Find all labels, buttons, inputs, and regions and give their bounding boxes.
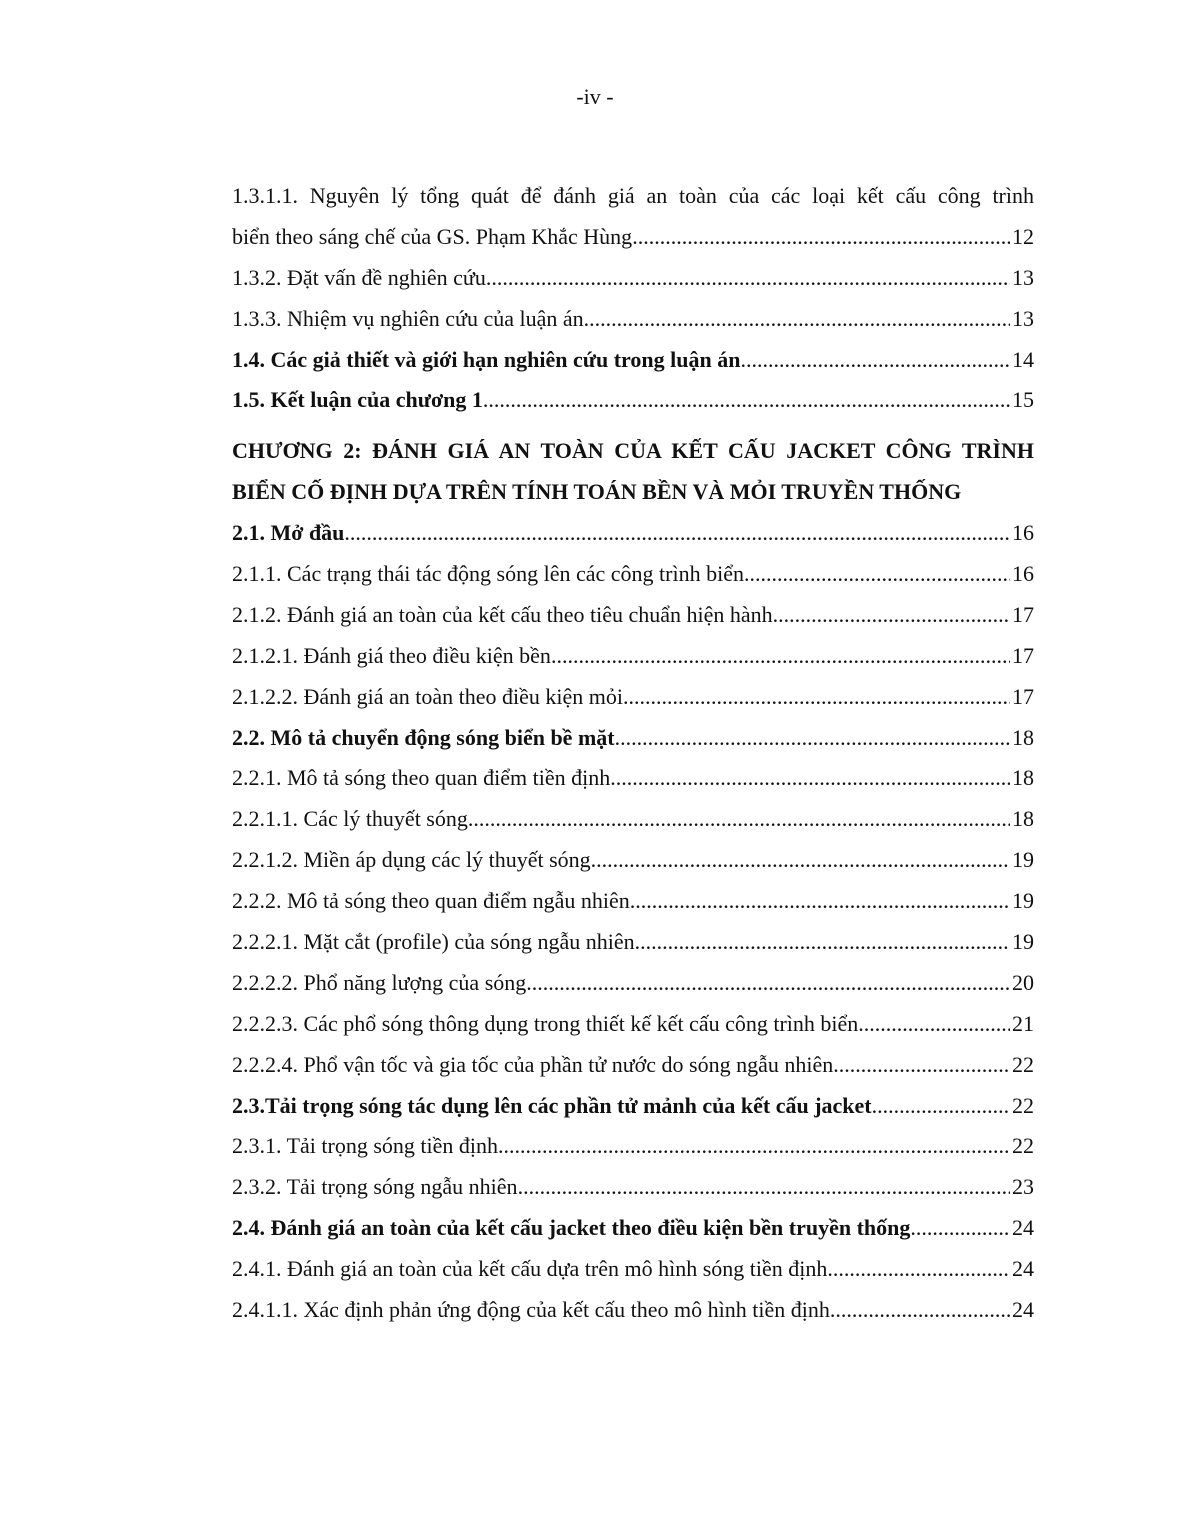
toc-entry-page: 24 (1012, 1215, 1034, 1241)
toc-entry-title: 1.4. Các giả thiết và giới hạn nghiên cứu trong luận án (232, 346, 741, 372)
dot-leader (584, 299, 1010, 340)
toc-entry[interactable] (232, 1167, 1034, 1208)
toc-entry[interactable] (232, 718, 1034, 759)
toc-entry-page: 19 (1012, 929, 1034, 955)
toc-entry-page: 14 (1012, 346, 1034, 372)
dot-leader (498, 1126, 1010, 1167)
dot-leader (858, 1004, 1010, 1045)
dot-leader (740, 340, 1010, 381)
toc-entry-page: 23 (1012, 1174, 1034, 1200)
toc-entry-page: 17 (1012, 683, 1034, 709)
dot-leader (773, 595, 1010, 636)
toc-entry-title: 2.2.2.3. Các phổ sóng thông dụng trong thiết kế kết cấu công trình biển (232, 1010, 859, 1036)
table-of-contents (232, 176, 1034, 1331)
toc-entry[interactable] (232, 380, 1034, 421)
toc-entry-title: 2.1.2.2. Đánh giá an toàn theo điều kiện mỏi (232, 683, 624, 709)
toc-entry-title: 2.3.2. Tải trọng sóng ngẫu nhiên (232, 1174, 518, 1200)
toc-entry[interactable] (232, 513, 1034, 554)
toc-entry-1-3-1-1-line1: 1.3.1.1. Nguyên lý tổng quát để đánh giá an toàn của các loại kết cấu công trình (232, 183, 1034, 208)
toc-entry-title: 2.2.1. Mô tả sóng theo quan điểm tiền định (232, 765, 611, 791)
toc-entry[interactable] (232, 595, 1034, 636)
toc-entry-page: 15 (1012, 387, 1034, 413)
dot-leader (591, 840, 1010, 881)
page-number: -iv - (576, 84, 614, 109)
dot-leader (526, 963, 1010, 1004)
toc-entry[interactable] (232, 1290, 1034, 1331)
dot-leader (615, 718, 1010, 759)
toc-entry-page: 20 (1012, 969, 1034, 995)
toc-entry-page: 16 (1012, 520, 1034, 546)
toc-entry-title: 1.3.2. Đặt vấn đề nghiên cứu (232, 264, 486, 290)
toc-entry[interactable] (232, 1086, 1034, 1127)
toc-entry-page: 17 (1012, 601, 1034, 627)
toc-entry-title: 2.1.2. Đánh giá an toàn của kết cấu theo tiêu chuẩn hiện hành (232, 601, 773, 627)
chapter-heading (232, 431, 1034, 513)
toc-entry[interactable] (232, 922, 1034, 963)
toc-entry-page: 22 (1012, 1133, 1034, 1159)
toc-entry-page: 22 (1012, 1092, 1034, 1118)
toc-entry-title: 2.1.2.1. Đánh giá theo điều kiện bền (232, 642, 551, 668)
dot-leader (518, 1167, 1010, 1208)
dot-leader (872, 1086, 1010, 1127)
toc-entry-page: 18 (1012, 724, 1034, 750)
dot-leader (630, 881, 1010, 922)
toc-list-chapter-1 (232, 258, 1034, 422)
dot-leader (635, 922, 1010, 963)
toc-entry-page: 24 (1012, 1256, 1034, 1282)
toc-entry-title: 2.3.1. Tải trọng sóng tiền định (232, 1133, 499, 1159)
dot-leader (833, 1045, 1010, 1086)
toc-entry-title: 2.2.1.2. Miền áp dụng các lý thuyết sóng (232, 847, 591, 873)
toc-entry-page: 13 (1012, 264, 1034, 290)
toc-entry-page: 13 (1012, 305, 1034, 331)
toc-entry[interactable] (232, 340, 1034, 381)
toc-entry-title: 2.4. Đánh giá an toàn của kết cấu jacket theo điều kiện bền truyền thống (232, 1215, 911, 1241)
toc-entry[interactable] (232, 1249, 1034, 1290)
dot-leader (483, 380, 1010, 421)
toc-entry-page: 18 (1012, 806, 1034, 832)
toc-entry[interactable] (232, 677, 1034, 718)
toc-entry-title: 2.2.1.1. Các lý thuyết sóng (232, 806, 468, 832)
toc-entry-title: 2.2.2.1. Mặt cắt (profile) của sóng ngẫu nhiên (232, 929, 635, 955)
toc-entry-title: 2.2.2. Mô tả sóng theo quan điểm ngẫu nhiên (232, 888, 630, 914)
toc-entry-title: 2.4.1. Đánh giá an toàn của kết cấu dựa trên mô hình sóng tiền định (232, 1256, 828, 1282)
toc-entry-title: 1.5. Kết luận của chương 1 (232, 387, 483, 413)
toc-entry[interactable] (232, 258, 1034, 299)
toc-entry-page: 12 (1012, 223, 1034, 249)
toc-entry[interactable] (232, 1045, 1034, 1086)
toc-entry[interactable] (232, 881, 1034, 922)
chapter-heading-line2: BIỂN CỐ ĐỊNH DỰA TRÊN TÍNH TOÁN BỀN VÀ MỎI TRUYỀN THỐNG (232, 479, 962, 505)
toc-entry[interactable] (232, 963, 1034, 1004)
toc-entry-title: 2.2.2.2. Phổ năng lượng của sóng (232, 969, 527, 995)
dot-leader (551, 636, 1010, 677)
toc-entry-page: 21 (1012, 1010, 1034, 1036)
dot-leader (623, 677, 1010, 718)
toc-entry[interactable] (232, 1208, 1034, 1249)
dot-leader (486, 258, 1010, 299)
toc-entry[interactable] (232, 1126, 1034, 1167)
toc-entry-page: 24 (1012, 1297, 1034, 1323)
toc-entry[interactable] (232, 758, 1034, 799)
toc-entry-page: 18 (1012, 765, 1034, 791)
toc-entry[interactable] (232, 840, 1034, 881)
toc-entry-page: 16 (1012, 561, 1034, 587)
toc-entry-page: 22 (1012, 1051, 1034, 1077)
toc-entry-title: 1.3.3. Nhiệm vụ nghiên cứu của luận án (232, 305, 584, 331)
toc-entry[interactable] (232, 1004, 1034, 1045)
toc-entry-title: 2.2.2.4. Phổ vận tốc và gia tốc của phần tử nước do sóng ngẫu nhiên (232, 1051, 834, 1077)
dot-leader (910, 1208, 1010, 1249)
dot-leader (632, 217, 1010, 258)
dot-leader (468, 799, 1010, 840)
dot-leader (610, 758, 1010, 799)
toc-list-chapter-2 (232, 513, 1034, 1331)
chapter-heading-line1: CHƯƠNG 2: ĐÁNH GIÁ AN TOÀN CỦA KẾT CẤU JACKET CÔNG TRÌNH (232, 438, 1034, 464)
dot-leader (827, 1249, 1010, 1290)
dot-leader (830, 1290, 1010, 1331)
toc-entry-page: 19 (1012, 847, 1034, 873)
dot-leader (344, 513, 1010, 554)
toc-entry[interactable] (232, 217, 1034, 258)
toc-entry-title: 2.1. Mở đầu (232, 520, 345, 546)
toc-entry-title: 2.3.Tải trọng sóng tác dụng lên các phần tử mảnh của kết cấu jacket (232, 1092, 872, 1118)
dot-leader (744, 554, 1010, 595)
toc-entry-page: 17 (1012, 642, 1034, 668)
toc-entry[interactable] (232, 799, 1034, 840)
toc-entry[interactable] (232, 554, 1034, 595)
toc-entry-page: 19 (1012, 888, 1034, 914)
toc-entry-title: biển theo sáng chế của GS. Phạm Khắc Hùng (232, 223, 633, 249)
toc-entry[interactable] (232, 636, 1034, 677)
toc-entry-title: 2.2. Mô tả chuyển động sóng biển bề mặt (232, 724, 615, 750)
toc-entry-title: 2.1.1. Các trạng thái tác động sóng lên các công trình biển (232, 561, 744, 587)
toc-entry[interactable] (232, 299, 1034, 340)
toc-entry-title: 2.4.1.1. Xác định phản ứng động của kết cấu theo mô hình tiền định (232, 1297, 830, 1323)
